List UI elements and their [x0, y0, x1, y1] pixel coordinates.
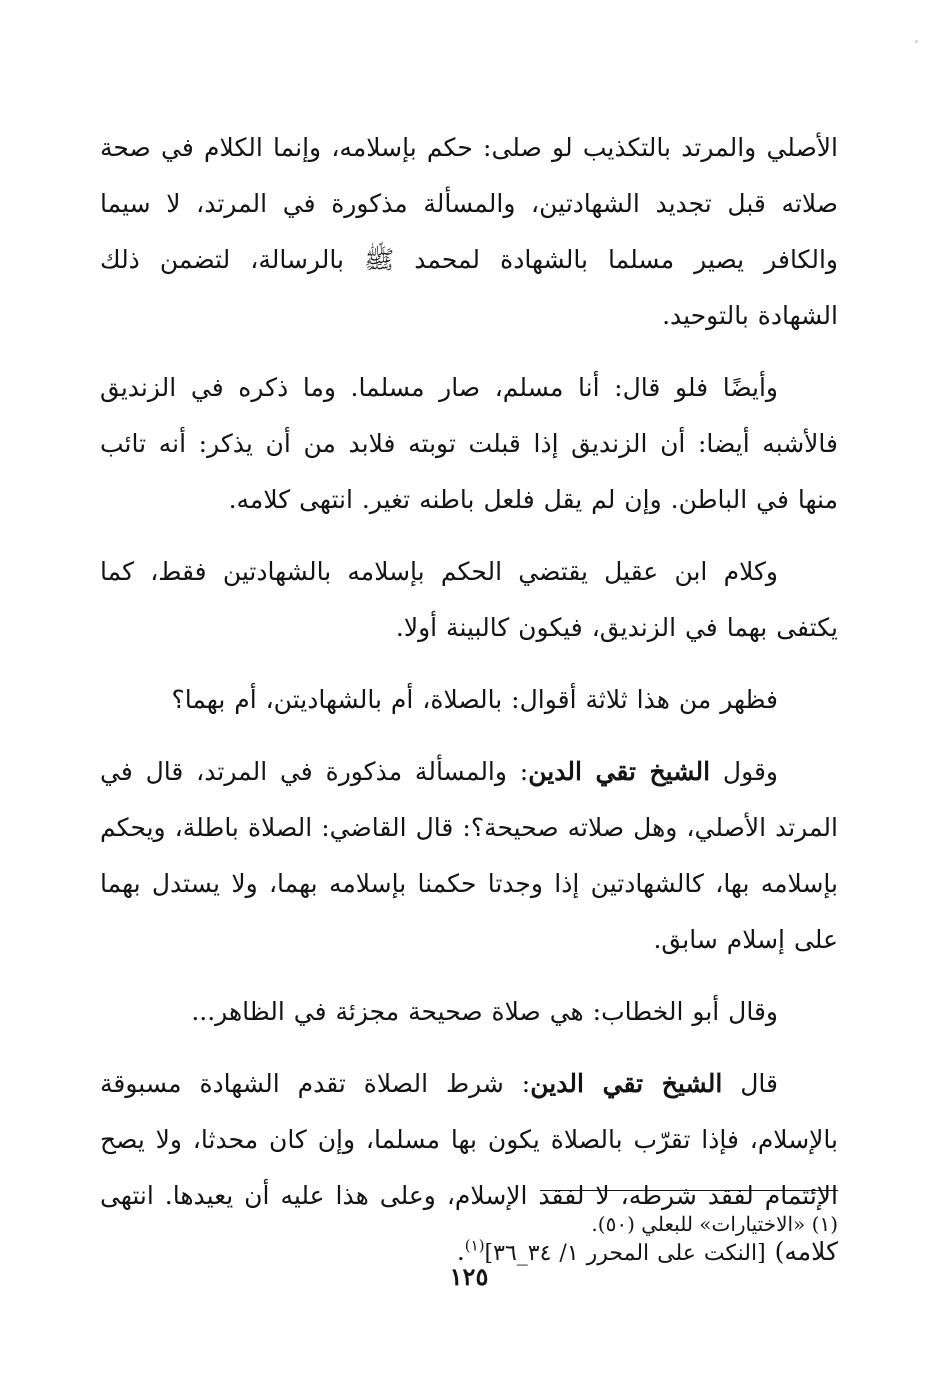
- citation-end: .: [456, 1237, 465, 1266]
- page-body: [100, 120, 838, 1282]
- page-number: ١٢٥: [449, 1262, 489, 1291]
- sheikh-name-bold: الشيخ تقي الدين: [528, 757, 711, 786]
- paragraph-7: [100, 1056, 838, 1282]
- citation-reference: [النكت على المحرر ١/ ٣٤_٣٦]: [484, 1241, 766, 1266]
- footnote-separator: [540, 1190, 838, 1191]
- paragraph-1: الأصلي والمرتد بالتكذيب لو صلى: حكم بإسلامه، وإنما الكلام في صحة صلاته قبل تجديد الشهادتين، والمسألة مذكورة في المرتد، لا سيما والكافر يصير مسلما بالشهادة لمحمد ﷺ بالرسالة، لتضمن ذلك الشهادة بالتوحيد.: [100, 133, 838, 330]
- paragraph-7-lead: قال: [740, 1069, 778, 1098]
- paragraph-5: [100, 744, 838, 968]
- paragraph-5-lead: وقول: [722, 757, 779, 786]
- paragraph-2: وأيضًا فلو قال: أنا مسلم، صار مسلما. وما ذكره في الزنديق فالأشبه أيضا: أن الزنديق إذا قبلت توبته فلابد من أن يذكر: أنه تائب منها في الباطن. وإن لم يقل فلعل باطنه تغير. انتهى كلامه.: [100, 373, 838, 514]
- footnote-1: (١) «الاختيارات» للبعلي (٥٠).: [591, 1212, 838, 1236]
- scan-speck: [915, 40, 918, 43]
- paragraph-4: فظهر من هذا ثلاثة أقوال: بالصلاة، أم بالشهاديتن، أم بهما؟: [171, 685, 778, 714]
- paragraph-3: وكلام ابن عقيل يقتضي الحكم بإسلامه بالشهادتين فقط، كما يكتفى بهما في الزنديق، فيكون كالبينة أولا.: [100, 557, 838, 642]
- paragraph-7-rest: : شرط الصلاة تقدم الشهادة مسبوقة بالإسلام، فإذا تقرّب بالصلاة يكون بها مسلما، وإن كان محدثا، ولا يصح الإئتمام لفقد شرطه، لا لفقد الإسلام، وعلى هذا عليه أن يعيدها. انتهى كلامه): [100, 1069, 838, 1266]
- paragraph-5-rest: : والمسألة مذكورة في المرتد، قال في المرتد الأصلي، وهل صلاته صحيحة؟: قال القاضي: الصلاة باطلة، ويحكم بإسلامه بها، كالشهادتين إذا وجدتا حكمنا بإسلامه بهما، ولا يستدل بهما على إسلام سابق.: [100, 757, 838, 954]
- sheikh-name-bold-2: الشيخ تقي الدين: [530, 1069, 723, 1098]
- footnote-marker[interactable]: (١): [464, 1236, 485, 1255]
- paragraph-6: وقال أبو الخطاب: هي صلاة صحيحة مجزئة في الظاهر...: [191, 997, 778, 1026]
